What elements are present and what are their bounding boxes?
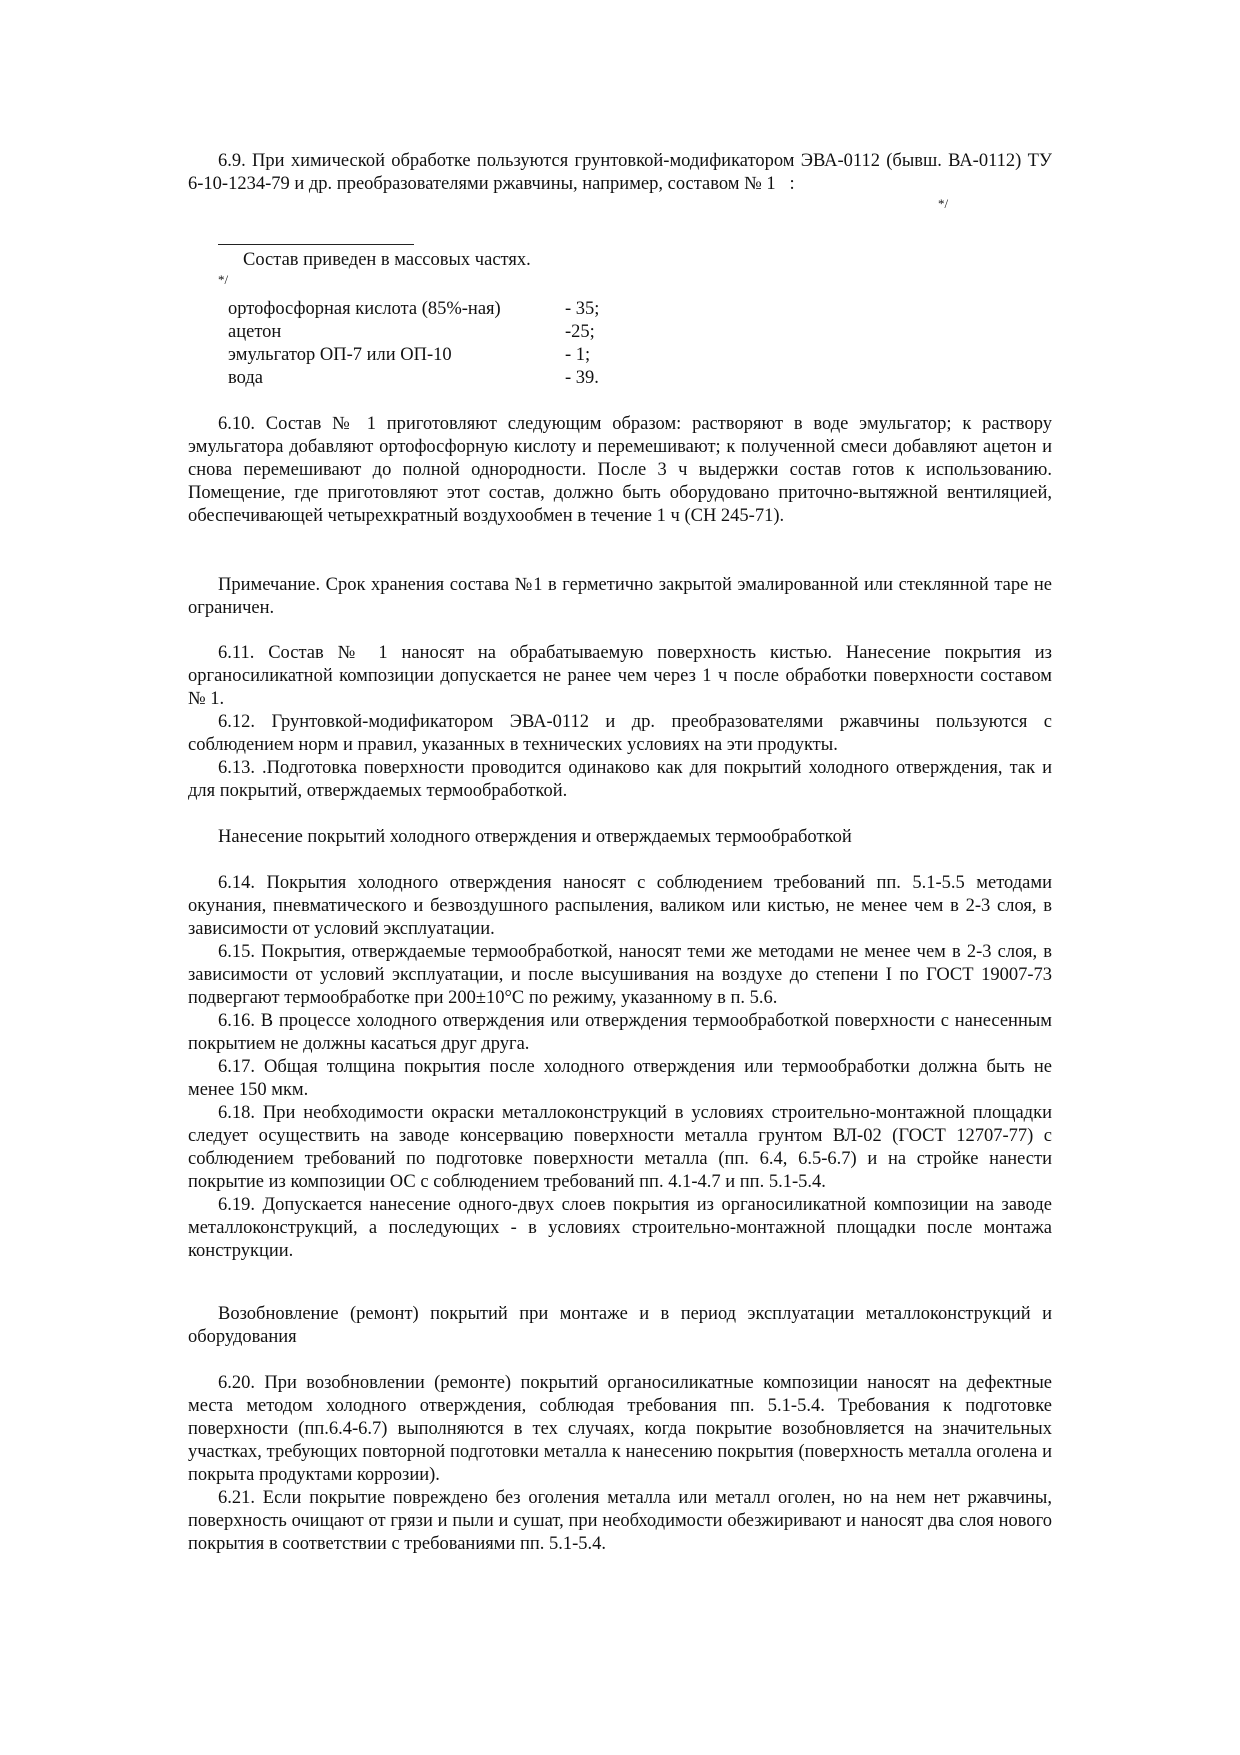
component-value: - 35;	[565, 299, 600, 319]
composition-row	[228, 321, 728, 344]
heading-application	[188, 826, 1052, 849]
paragraph-6-15: 6.15. Покрытия, отверждаемые термообработкой, наносят теми же методами не менее чем в 2-3 слоя, в зависимости от условий эксплуатации, и после высушивания на воздухе до степени I по ГОСТ 19007-73 подвергают термообработке при 200±10°С по режиму, указанному в п. 5.6.	[188, 942, 1052, 1008]
composition-row	[228, 344, 728, 367]
footnote-mark: */	[218, 272, 229, 287]
paragraph-6-14: 6.14. Покрытия холодного отверждения наносят с соблюдением требований пп. 5.1-5.5 методами окунания, пневматического и безвоздушного распыления, валиком или кистью, не менее чем в 2-3 слоя, в зависимости от условий эксплуатации.	[188, 873, 1052, 939]
heading-repair	[188, 1303, 1052, 1349]
component-value: - 39.	[565, 368, 599, 388]
paragraph-6-20: 6.20. При возобновлении (ремонте) покрытий органосиликатные композиции наносят на дефектные места методом холодного отверждения, соблюдая требования пп. 5.1-5.4. Требования к подготовке поверхности (пп.6.4-6.7) выполняются в тех случаях, когда покрытие возобновляется на значительных участках, требующих повторной подготовки металла к нанесению покрытия (поверхность металла оголена и покрыта продуктами коррозии).	[188, 1373, 1052, 1485]
composition-row	[228, 367, 728, 390]
section-6-10	[188, 413, 1052, 528]
component-name: вода	[228, 368, 263, 388]
component-value: - 1;	[565, 345, 591, 365]
heading-application-text: Нанесение покрытий холодного отверждения и отверждаемых термообработкой	[218, 827, 852, 847]
composition-list	[228, 298, 728, 390]
paragraph-6-11: 6.11. Состав № 1 наносят на обрабатываемую поверхность кистью. Нанесение покрытия из органосиликатной композиции допускается не ранее чем через 1 ч после обработки поверхности составом № 1.	[188, 643, 1052, 709]
sections-6-11-6-13	[188, 642, 1052, 803]
paragraph-6-19: 6.19. Допускается нанесение одного-двух слоев покрытия из органосиликатной композиции на заводе металлоконструкций, а последующих - в условиях строительно-монтажной площадки после монтажа конструкции.	[188, 1195, 1052, 1261]
footnote-ref: */	[938, 196, 949, 211]
footnote-text: Состав приведен в массовых частях.	[243, 250, 531, 270]
paragraph-6-18: 6.18. При необходимости окраски металлоконструкций в условиях строительно-монтажной площадки следует осуществить на заводе консервацию поверхности металла грунтом ВЛ-02 (ГОСТ 12707-77) с соблюдением требований по подготовке поверхности металла (пп. 6.4, 6.5-6.7) и на стройке нанести покрытие из композиции ОС с соблюдением требований пп. 4.1-4.7 и пп. 5.1-5.4.	[188, 1103, 1052, 1192]
paragraph-6-21: 6.21. Если покрытие повреждено без оголения металла или металл оголен, но на нем нет ржавчины, поверхность очищают от грязи и пыли и сушат, при необходимости обезжиривают и наносят два слоя нового покрытия в соответствии с требованиями пп. 5.1-5.4.	[188, 1488, 1052, 1554]
paragraph-6-17: 6.17. Общая толщина покрытия после холодного отверждения или термообработки должна быть не менее 150 мкм.	[188, 1057, 1052, 1100]
paragraph-6-13: 6.13. .Подготовка поверхности проводится одинаково как для покрытий холодного отверждения, так и для покрытий, отверждаемых термообработкой.	[188, 758, 1052, 801]
paragraph-6-10: 6.10. Состав № 1 приготовляют следующим образом: растворяют в воде эмульгатор; к раствору эмульгатора добавляют ортофосфорную кислоту и перемешивают; к полученной смеси добавляют ацетон и снова перемешивают до полной однородности. После 3 ч выдержки состав готов к использованию. Помещение, где приготовляют этот состав, должно быть оборудовано приточно-вытяжной вентиляцией, обеспечивающей четырехкратный воздухообмен в течение 1 ч (СН 245-71).	[188, 414, 1052, 526]
heading-repair-text: Возобновление (ремонт) покрытий при монтаже и в период эксплуатации металлоконструкций и оборудования	[188, 1304, 1052, 1347]
note	[188, 574, 1052, 620]
component-name: ацетон	[228, 322, 282, 342]
sections-6-14-6-19	[188, 872, 1052, 1263]
footnote-divider	[218, 244, 414, 245]
component-name: эмульгатор ОП-7 или ОП-10	[228, 345, 452, 365]
sections-6-20-6-21	[188, 1372, 1052, 1556]
composition-row	[228, 298, 728, 321]
section-6-9	[188, 150, 1052, 196]
paragraph-6-12: 6.12. Грунтовкой-модификатором ЭВА-0112 и др. преобразователями ржавчины пользуются с соблюдением норм и правил, указанных в технических условиях на эти продукты.	[188, 712, 1052, 755]
component-value: -25;	[565, 322, 595, 342]
paragraph-6-9: 6.9. При химической обработке пользуются грунтовкой-модификатором ЭВА-0112 (бывш. ВА-0112) ТУ 6-10-1234-79 и др. преобразователями ржавчины, например, составом № 1 :	[188, 151, 1052, 194]
paragraph-6-16: 6.16. В процессе холодного отверждения или отверждения термообработкой поверхности с нанесенным покрытием не должны касаться друг друга.	[188, 1011, 1052, 1054]
component-name: ортофосфорная кислота (85%-ная)	[228, 299, 501, 319]
note-paragraph: Примечание. Срок хранения состава №1 в герметично закрытой эмалированной или стеклянной таре не ограничен.	[188, 575, 1052, 618]
